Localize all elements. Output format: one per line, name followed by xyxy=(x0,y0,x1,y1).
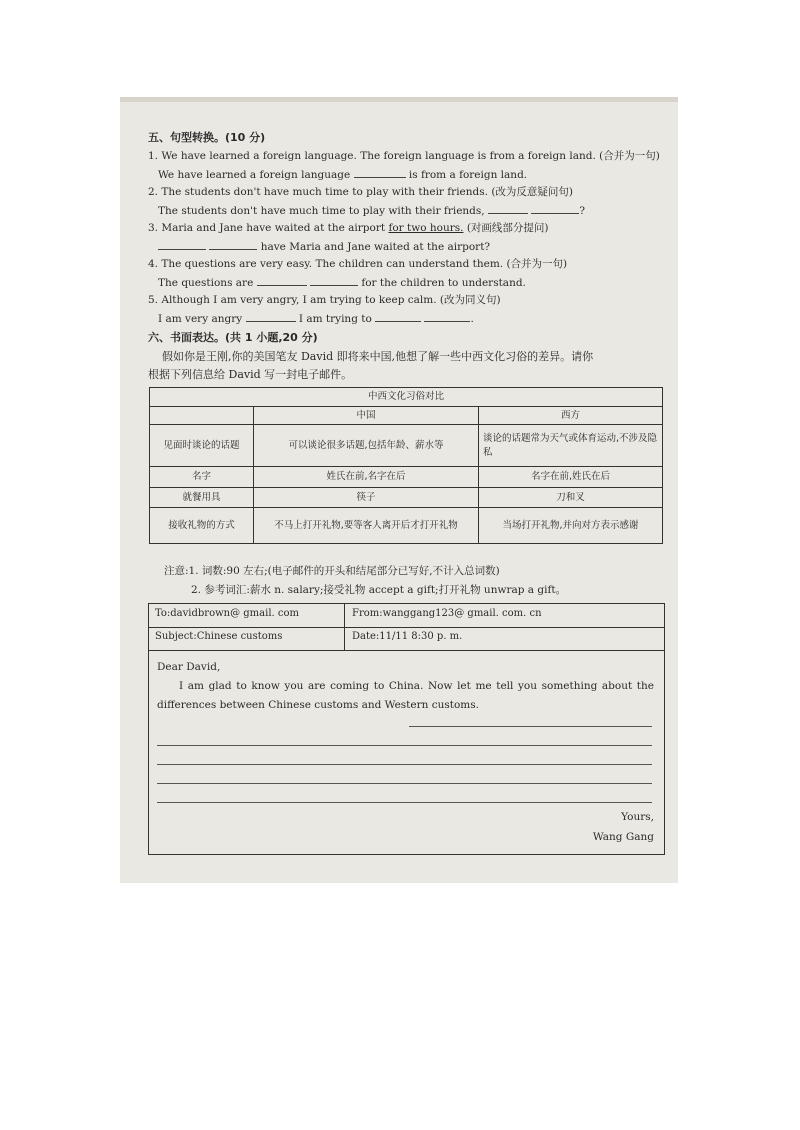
row-topics-west: 谈论的话题常为天气或体育运动,不涉及隐私 xyxy=(479,425,663,467)
email-template xyxy=(148,603,665,855)
note-vocabulary: 2. 参考词汇:薪水 n. salary;接受礼物 accept a gift;打开礼物 unwrap a gift。 xyxy=(191,584,567,596)
q3-underlined-part: for two hours. xyxy=(388,222,464,234)
section6-title: 六、书面表达。(共 1 小题,20 分) xyxy=(148,331,318,344)
writing-line[interactable] xyxy=(157,802,652,803)
writing-line[interactable] xyxy=(157,783,652,784)
q4-text: 4. The questions are very easy. The children can understand them. (合并为一句) xyxy=(148,258,568,270)
q3-answer-line xyxy=(158,239,490,254)
column-header-west: 西方 xyxy=(479,407,663,425)
q4-answer-line xyxy=(158,275,526,290)
q5-answer-line xyxy=(158,311,474,326)
writing-line[interactable] xyxy=(157,764,652,765)
q5-blank-3[interactable] xyxy=(424,311,470,322)
q2-blank-2[interactable] xyxy=(531,203,579,214)
row-gifts-china: 不马上打开礼物,要等客人离开后才打开礼物 xyxy=(254,508,479,544)
q3-text xyxy=(148,221,549,235)
table-corner-cell xyxy=(150,407,254,425)
writing-line[interactable] xyxy=(157,745,652,746)
q4-blank-1[interactable] xyxy=(257,275,307,286)
email-body xyxy=(157,658,654,715)
email-header-divider xyxy=(344,604,345,650)
email-to-field: To:davidbrown@ gmail. com xyxy=(155,608,299,619)
email-subject-field: Subject:Chinese customs xyxy=(155,631,283,642)
row-topics-china: 可以谈论很多话题,包括年龄、薪水等 xyxy=(254,425,479,467)
q5-blank-2[interactable] xyxy=(375,311,421,322)
q1-answer-suffix: is from a foreign land. xyxy=(408,169,528,181)
q2-answer-line xyxy=(158,203,585,218)
email-signature: Wang Gang xyxy=(592,831,654,843)
writing-line[interactable] xyxy=(409,726,652,727)
q4-answer-suffix: for the children to understand. xyxy=(361,277,526,289)
note-word-count: 注意:1. 词数:90 左右;(电子邮件的开头和结尾部分已写好,不计入总词数) xyxy=(164,565,500,577)
row-name-china: 姓氏在前,名字在后 xyxy=(254,467,479,488)
exam-sheet-photo xyxy=(120,97,678,883)
section6-intro-1: 假如你是王刚,你的美国笔友 David 即将来中国,他想了解一些中西文化习俗的差异。请你 xyxy=(162,350,594,363)
email-greeting: Dear David, xyxy=(157,661,221,673)
q2-text: 2. The students don't have much time to play with their friends. (改为反意疑问句) xyxy=(148,186,574,198)
email-from-field: From:wanggang123@ gmail. com. cn xyxy=(352,608,542,619)
q2-blank-1[interactable] xyxy=(488,203,528,214)
q1-answer-line xyxy=(158,167,527,182)
q4-blank-2[interactable] xyxy=(310,275,358,286)
row-label-name: 名字 xyxy=(150,467,254,488)
row-label-gifts: 接收礼物的方式 xyxy=(150,508,254,544)
section5-title: 五、句型转换。(10 分) xyxy=(148,131,266,144)
email-closing: Yours, xyxy=(621,811,654,823)
column-header-china: 中国 xyxy=(254,407,479,425)
section6-intro-2: 根据下列信息给 David 写一封电子邮件。 xyxy=(148,368,353,381)
email-header-row-2 xyxy=(149,627,664,651)
table-caption: 中西文化习俗对比 xyxy=(150,388,663,407)
email-header-row-1 xyxy=(149,604,664,628)
q5-answer-prefix: I am very angry xyxy=(158,313,243,325)
q5-answer-middle: I am trying to xyxy=(298,313,372,325)
q1-text: 1. We have learned a foreign language. The foreign language is from a foreign land. (合并为一句) xyxy=(148,150,660,162)
row-label-utensils: 就餐用具 xyxy=(150,488,254,508)
row-name-west: 名字在前,姓氏在后 xyxy=(479,467,663,488)
row-label-topics: 见面时谈论的话题 xyxy=(150,425,254,467)
q3-answer-suffix: have Maria and Jane waited at the airport? xyxy=(260,241,491,253)
q3-prefix: 3. Maria and Jane have waited at the airport xyxy=(148,222,386,234)
q3-blank-1[interactable] xyxy=(158,239,206,250)
q2-answer-prefix: The students don't have much time to play with their friends, xyxy=(158,205,485,217)
q2-question-mark: ? xyxy=(579,205,585,217)
q1-blank[interactable] xyxy=(354,167,406,178)
customs-comparison-table xyxy=(149,387,663,544)
email-opening-paragraph: I am glad to know you are coming to China. Now let me tell you something about the differences between Chinese customs and Western customs. xyxy=(157,680,654,711)
email-date-field: Date:11/11 8:30 p. m. xyxy=(352,631,463,642)
row-utensils-china: 筷子 xyxy=(254,488,479,508)
q4-answer-prefix: The questions are xyxy=(158,277,254,289)
q3-instruction: (对画线部分提问) xyxy=(466,222,549,234)
q5-text: 5. Although I am very angry, I am trying to keep calm. (改为同义句) xyxy=(148,294,501,306)
q5-period: . xyxy=(470,313,474,325)
q3-blank-2[interactable] xyxy=(209,239,257,250)
q5-blank-1[interactable] xyxy=(246,311,296,322)
sheet-top-edge xyxy=(120,97,678,102)
row-utensils-west: 刀和叉 xyxy=(479,488,663,508)
q1-answer-prefix: We have learned a foreign language xyxy=(158,169,351,181)
row-gifts-west: 当场打开礼物,并向对方表示感谢 xyxy=(479,508,663,544)
